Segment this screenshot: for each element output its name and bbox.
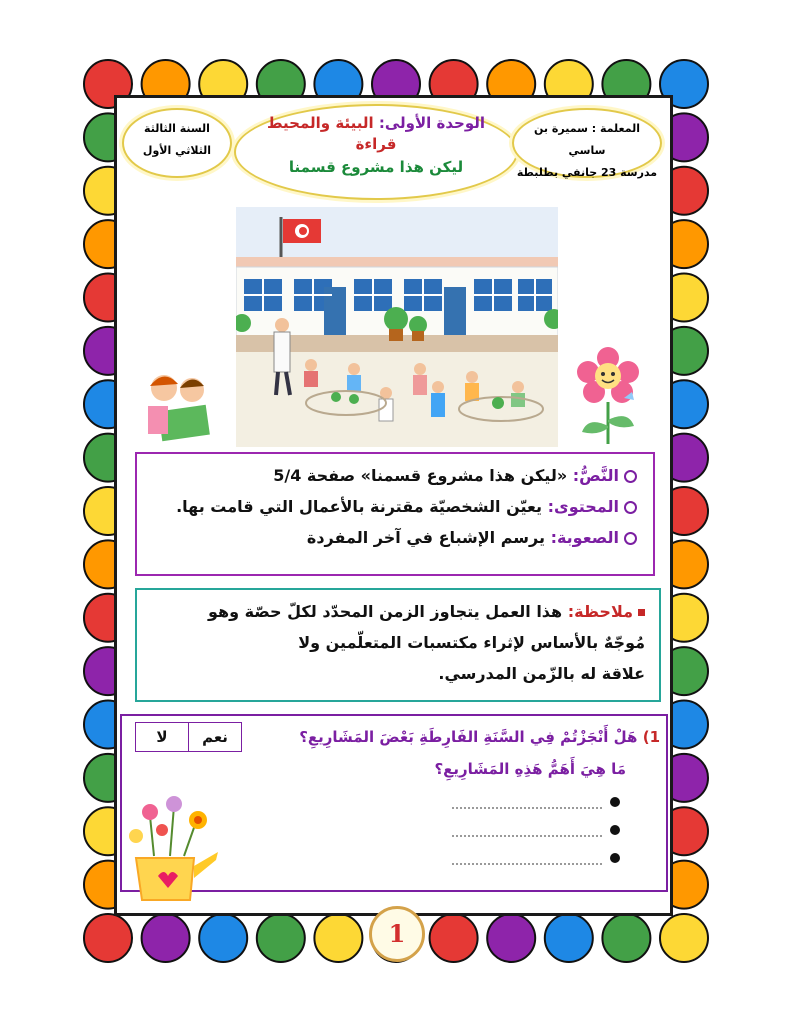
note-line-1 — [151, 596, 645, 627]
grade-label: السنة الثالثة — [144, 122, 210, 135]
question-followup: مَا هِيَ أَهَمُّ هَذِهِ المَشَارِيعِ؟ — [434, 760, 626, 778]
border-dot — [257, 914, 305, 962]
question-number: 1) — [642, 728, 660, 746]
watering-can-flowers-illustration — [124, 796, 220, 908]
text-value: «ليكن هذا مشروع قسمنا» صفحة 5/4 — [273, 466, 568, 485]
lesson-info-box — [135, 452, 655, 576]
term-label: الثلاثي الأول — [142, 144, 212, 157]
activity-label: قراءة — [355, 135, 397, 153]
unit-prefix: الوحدة الأولى: — [378, 114, 486, 132]
note-text-1: هذا العمل يتجاوز الزمن المحدّد لكلّ حصّة وهو — [207, 602, 563, 621]
question-row — [300, 728, 660, 746]
note-line-2: مُوجّهٌ بالأساس لإثراء مكتسبات المتعلّمين ولا — [298, 633, 645, 652]
answer-bullet-icon — [610, 797, 620, 807]
ring-bullet-icon — [624, 470, 637, 483]
difficulty-row — [145, 522, 637, 553]
children-reading-illustration — [140, 368, 220, 444]
border-dot — [602, 914, 650, 962]
teacher-cloud — [512, 108, 662, 178]
yes-option[interactable]: نعم — [188, 722, 242, 752]
answer-line-3[interactable] — [452, 862, 602, 865]
border-dot — [545, 914, 593, 962]
border-dot — [430, 914, 478, 962]
school-yard-illustration — [236, 207, 558, 447]
question-text: هَلْ أَنْجَزْتُمْ فِي السَّنَةِ الفَارِطَةِ بَعْضَ المَشَارِيعِ؟ — [299, 728, 638, 746]
note-line-3: علاقة له بالزّمن المدرسي. — [438, 664, 645, 683]
teacher-name: المعلمة : سميرة بن ساسي — [534, 122, 640, 157]
note-label: ملاحظة: — [567, 602, 633, 621]
page-number: 1 — [369, 906, 425, 962]
border-dot — [142, 914, 190, 962]
square-bullet-icon — [638, 609, 645, 616]
lesson-title: ليكن هذا مشروع قسمنا — [288, 158, 464, 176]
border-dot — [314, 914, 362, 962]
border-dot — [199, 914, 247, 962]
title-cloud — [234, 104, 518, 200]
content-label: المحتوى: — [547, 497, 619, 516]
ring-bullet-icon — [624, 532, 637, 545]
difficulty-label: الصعوبة: — [550, 528, 619, 547]
border-dot — [84, 914, 132, 962]
ring-bullet-icon — [624, 501, 637, 514]
content-row — [145, 491, 637, 522]
no-option[interactable]: لا — [135, 722, 189, 752]
unit-title: البيئة والمحيط — [266, 114, 374, 132]
answer-line-2[interactable] — [452, 834, 602, 837]
answer-bullet-icon — [610, 853, 620, 863]
content-value: يعيّن الشخصيّة مقترنة بالأعمال التي قامت بها. — [176, 497, 543, 516]
border-dot — [487, 914, 535, 962]
answer-bullet-icon — [610, 825, 620, 835]
difficulty-value: يرسم الإشباع في آخر المفردة — [306, 528, 545, 547]
text-row — [145, 460, 637, 491]
text-label: النَّصُّ: — [572, 466, 619, 485]
border-dot — [660, 914, 708, 962]
grade-cloud — [122, 108, 232, 178]
note-box — [135, 588, 661, 702]
school-name: مدرسة 23 جانفي بطلبطة — [516, 166, 658, 179]
answer-line-1[interactable] — [452, 806, 602, 809]
smiling-flower-illustration — [572, 346, 644, 446]
